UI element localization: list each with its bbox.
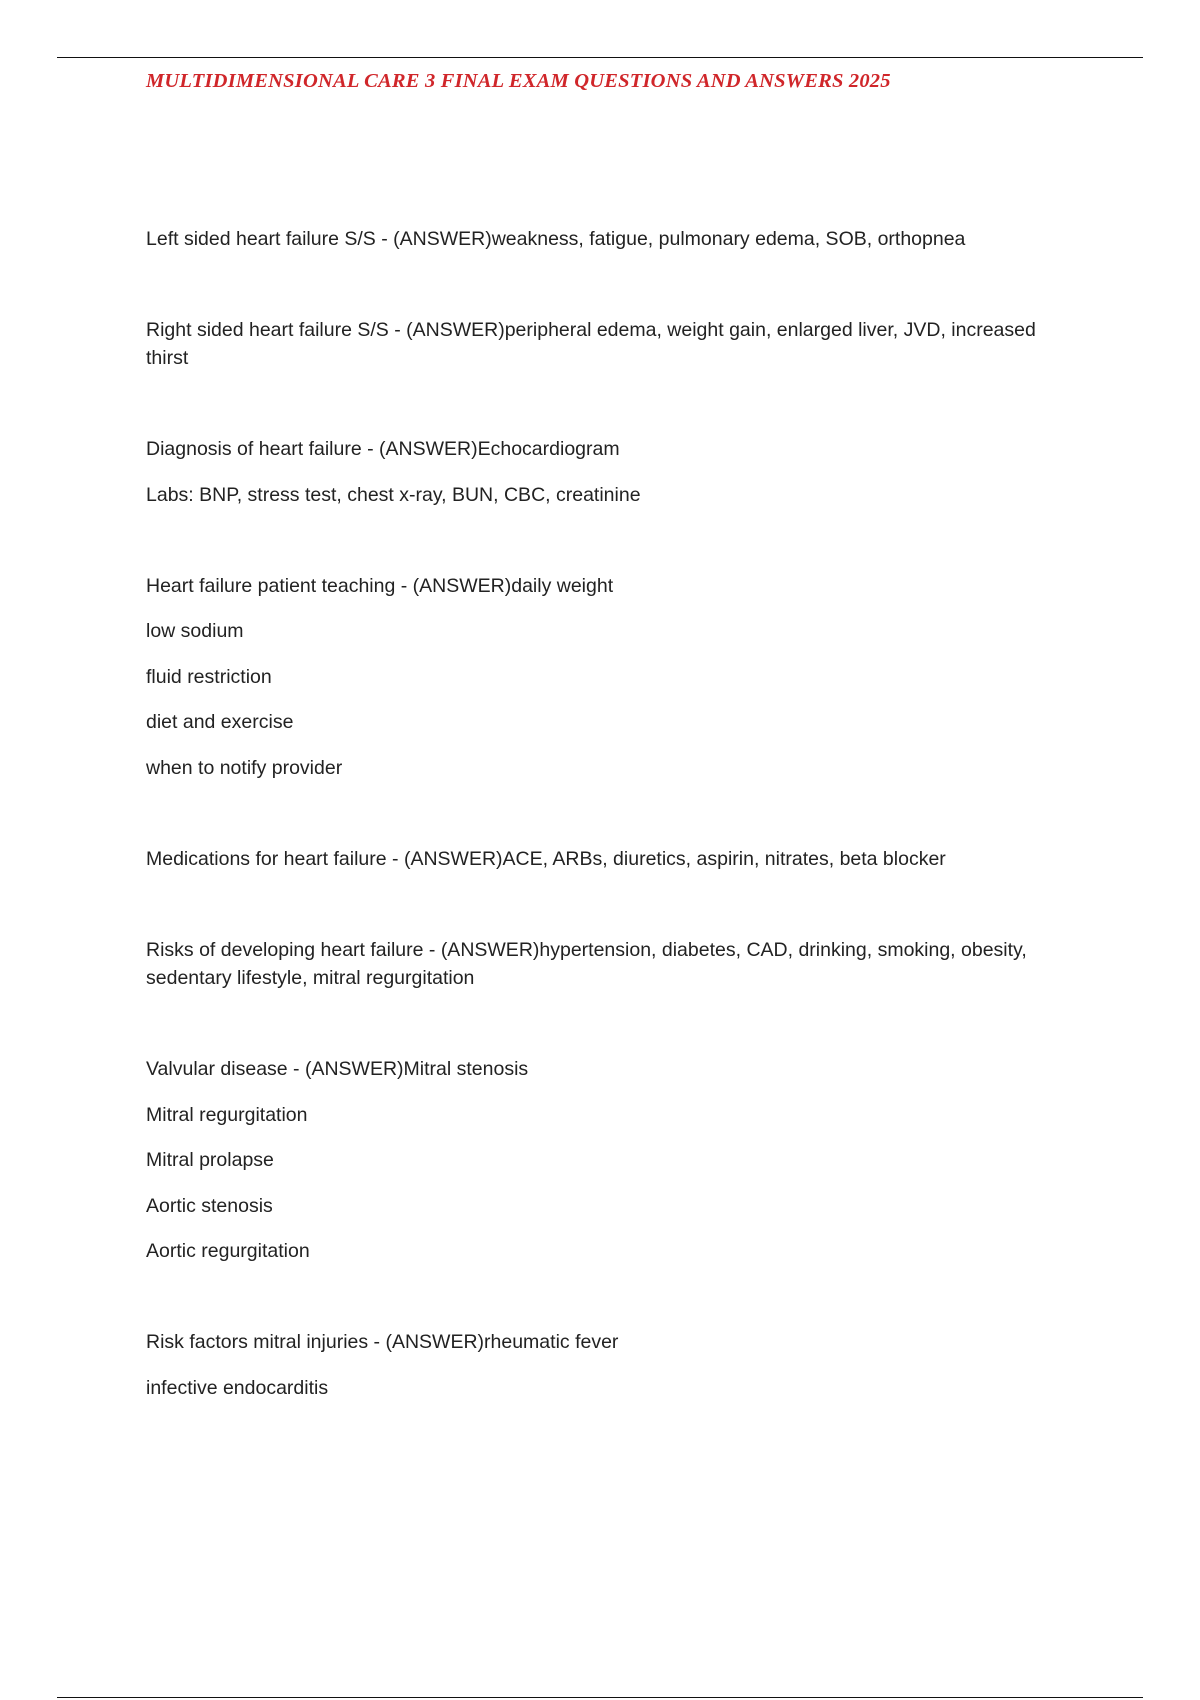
document-title: MULTIDIMENSIONAL CARE 3 FINAL EXAM QUESTIONS AND ANSWERS 2025	[146, 70, 891, 92]
entry-risks-heart-failure: Risks of developing heart failure - (ANSWER)hypertension, diabetes, CAD, drinking, smoking, obesity, sedentary lifestyle, mitral regurgitation	[146, 939, 1027, 989]
entry-mitral-risk-factors: Risk factors mitral injuries - (ANSWER)rheumatic fever	[146, 1331, 619, 1353]
list-item: Aortic stenosis	[146, 1195, 273, 1217]
list-item: diet and exercise	[146, 711, 294, 733]
entry-diagnosis-labs: Labs: BNP, stress test, chest x-ray, BUN, CBC, creatinine	[146, 484, 641, 506]
list-item: Mitral regurgitation	[146, 1104, 308, 1126]
entry-valvular-disease: Valvular disease - (ANSWER)Mitral stenosis	[146, 1058, 529, 1080]
entry-left-heart-failure: Left sided heart failure S/S - (ANSWER)weakness, fatigue, pulmonary edema, SOB, orthopnea	[146, 228, 966, 250]
entry-diagnosis-heart-failure: Diagnosis of heart failure - (ANSWER)Echocardiogram	[146, 438, 620, 460]
list-item: Mitral prolapse	[146, 1149, 274, 1171]
entry-patient-teaching: Heart failure patient teaching - (ANSWER)daily weight	[146, 575, 614, 597]
list-item: fluid restriction	[146, 666, 272, 688]
list-item: infective endocarditis	[146, 1377, 329, 1399]
top-rule	[57, 57, 1143, 58]
entry-medications-heart-failure: Medications for heart failure - (ANSWER)ACE, ARBs, diuretics, aspirin, nitrates, beta blocker	[146, 848, 946, 870]
list-item: when to notify provider	[146, 757, 343, 779]
list-item: low sodium	[146, 620, 244, 642]
bottom-rule	[57, 1697, 1143, 1698]
entry-right-heart-failure: Right sided heart failure S/S - (ANSWER)peripheral edema, weight gain, enlarged liver, JVD, increased thirst	[146, 319, 1036, 369]
list-item: Aortic regurgitation	[146, 1240, 310, 1262]
